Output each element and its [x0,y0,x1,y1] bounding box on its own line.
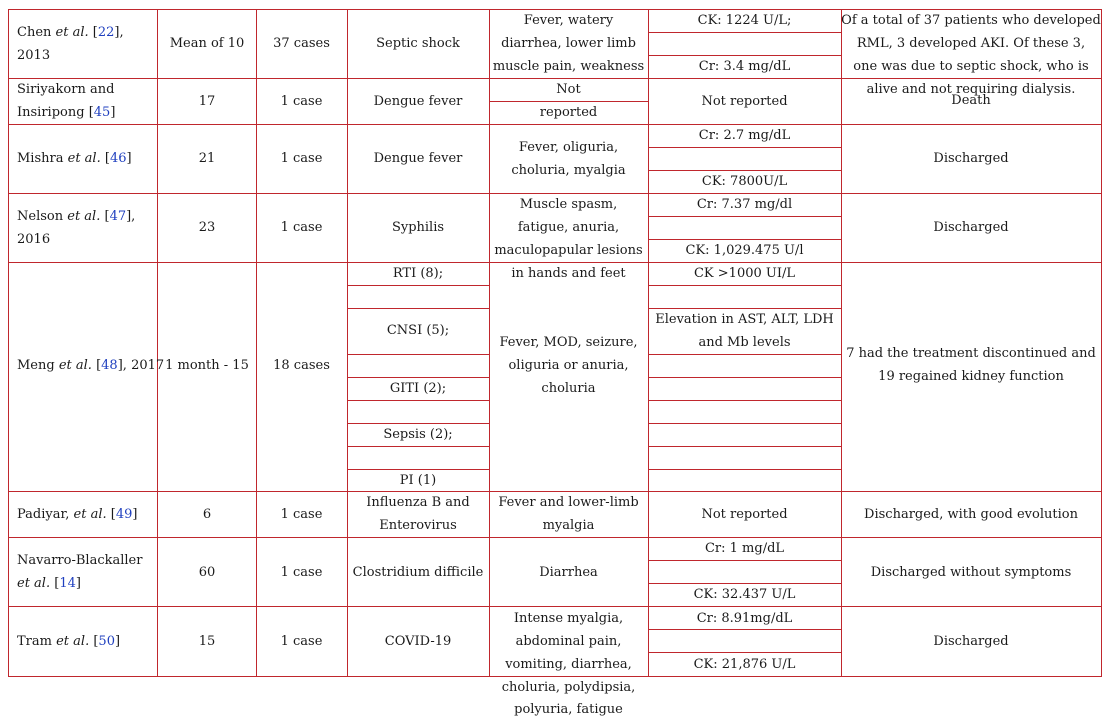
symptoms-line: choluria [541,381,596,396]
etiology-line: PI (1) [399,473,437,488]
study-author: Siriyakorn and [17,82,115,97]
study-author: Meng [17,358,55,373]
study-author: Padiyar, [17,507,70,522]
cell-subdivider [347,308,489,309]
study-author: Mishra [17,151,64,166]
citation-link[interactable]: 50 [98,634,115,649]
outcome-line: RML, 3 developed AKI. Of these 3, [856,36,1086,51]
ref-open: [ [110,507,116,522]
table-row [17,21,124,44]
cell-subdivider [648,423,841,424]
cases-cell: 1 case [280,634,323,649]
row-divider [8,537,1102,538]
etiology-line: CNSI (5); [386,323,450,338]
citation-link[interactable]: 45 [93,105,111,120]
cases-cell: 1 case [280,565,323,580]
cases-cell: 1 case [280,151,323,166]
age-cell: 6 [202,507,212,522]
ref-open: [ [104,209,110,224]
labs-line: CK: 1,029.475 U/l [685,243,804,258]
age-cell: 60 [198,565,216,580]
table-row [17,630,120,653]
symptoms-line: muscle pain, weakness [492,59,645,74]
study-author: Chen [17,25,52,40]
table-row [17,147,132,170]
outcome-cell: Discharged, with good evolution [864,507,1078,522]
ref-close: ] [132,507,138,522]
cell-subdivider [347,285,489,286]
ref-close: ], [117,358,127,373]
table-border-right [1101,9,1102,676]
outcome-cell: Discharged [933,634,1009,649]
citation-link[interactable]: 48 [101,358,118,373]
ref-close: ] [114,634,121,649]
symptoms-line: in hands and feet [511,266,626,281]
ref-close: ] [110,105,116,120]
ref-open: [ [92,25,98,40]
outcome-line: alive and not requiring dialysis. [866,82,1076,97]
symptoms-line: Muscle spasm, [519,197,618,212]
cases-cell: 1 case [280,94,323,109]
labs-line: CK: 32.437 U/L [693,587,796,602]
cell-subdivider [648,285,841,286]
symptoms-line: oliguria or anuria, [508,358,629,373]
cell-subdivider [648,446,841,447]
outcome-line: Of a total of 37 patients who developed [841,13,1101,28]
symptoms-line: fatigue, anuria, [517,220,620,235]
citation-link[interactable]: 49 [115,507,133,522]
symptoms-line: abdominal pain, [515,634,622,649]
study-etal: et al. [17,576,51,591]
ref-close: ], [126,209,136,224]
ref-close: ] [75,576,81,591]
etiology-line: Influenza B and [366,495,470,510]
ref-open: [ [104,151,110,166]
study-year: 2017 [131,358,165,373]
labs-line: CK: 7800U/L [701,174,788,189]
study-etal: et al. [58,358,92,373]
age-cell: 17 [198,94,216,109]
study-author: Navarro-Blackaller [17,553,143,568]
symptoms-line: reported [539,105,598,120]
cases-cell: 18 cases [273,358,330,373]
labs-line: Cr: 1 mg/dL [704,541,785,556]
symptoms-line: vomiting, diarrhea, [505,657,632,672]
outcome-line: one was due to septic shock, who is [853,59,1089,74]
labs-line: Cr: 8.91mg/dL [696,611,793,626]
table-row [17,101,115,124]
ref-open: [ [96,358,102,373]
cell-subdivider [648,377,841,378]
outcome-cell: Discharged [933,220,1009,235]
etiology-cell: COVID-19 [384,634,452,649]
table-row [17,503,137,526]
labs-line: Cr: 7.37 mg/dl [696,197,793,212]
table-row [17,354,164,377]
labs-cell: Not reported [701,507,788,522]
etiology-cell: Dengue fever [373,94,463,109]
etiology-cell: Septic shock [376,36,460,51]
symptoms-line: Not [556,82,581,97]
study-author: Insiripong [17,105,85,120]
labs-line: and Mb levels [698,335,791,350]
labs-line: Elevation in AST, ALT, LDH [655,312,834,327]
symptoms-line: Fever, MOD, seizure, [499,335,638,350]
symptoms-line: Fever, watery [523,13,614,28]
cell-subdivider [347,400,489,401]
labs-cell: Not reported [701,94,788,109]
outcome-line: 19 regained kidney function [878,369,1064,384]
cell-subdivider [648,354,841,355]
age-cell: 15 [198,634,216,649]
cell-subdivider [648,216,841,217]
study-author: Nelson [17,209,64,224]
cases-cell: 1 case [280,507,323,522]
citation-link[interactable]: 46 [109,151,127,166]
citation-link[interactable]: 14 [59,576,76,591]
outcome-cell: Death [951,93,991,108]
cases-cell: 37 cases [273,36,330,51]
cell-subdivider [648,32,841,33]
cell-subdivider [648,400,841,401]
symptoms-line: choluria, polydipsia, [501,680,636,695]
labs-line: CK >1000 UI/L [693,266,795,281]
etiology-cell: Clostridium difficile [352,565,484,580]
labs-line: Cr: 2.7 mg/dL [698,128,791,143]
symptoms-line: polyuria, fatigue [514,702,623,717]
ref-close: ] [126,151,132,166]
study-etal: et al. [67,151,101,166]
ref-close: ] [114,25,120,40]
symptoms-line: Fever, oliguria, [518,140,619,155]
study-year: 2013 [17,48,51,63]
outcome-cell: Discharged [933,151,1009,166]
ref-open: [ [88,105,94,120]
age-cell: 23 [198,220,216,235]
symptoms-line: myalgia [542,518,595,533]
outcome-cell: Discharged without symptoms [870,565,1072,580]
study-etal: et al. [67,209,101,224]
cell-subdivider [648,147,841,148]
cell-subdivider [648,469,841,470]
symptoms-cell: Diarrhea [539,565,598,580]
cell-subdivider [347,354,489,355]
study-punct: , [119,25,124,40]
cases-cell: 1 case [280,220,323,235]
etiology-cell: Dengue fever [373,151,463,166]
outcome-line: 7 had the treatment discontinued and [846,346,1096,361]
study-author: Tram [17,634,52,649]
study-etal: et al. [56,634,90,649]
symptoms-line: Intense myalgia, [513,611,624,626]
symptoms-line: choluria, myalgia [511,163,626,178]
ref-open: [ [93,634,99,649]
ref-open: [ [54,576,60,591]
etiology-line: Sepsis (2); [383,427,453,442]
symptoms-line: Fever and lower-limb [498,495,639,510]
table-row [17,205,135,228]
etiology-line: RTI (8); [392,266,444,281]
table-border-left [8,9,9,676]
cell-subdivider [648,560,841,561]
study-etal: et al. [55,25,89,40]
etiology-cell: Syphilis [391,220,445,235]
symptoms-line: diarrhea, lower limb [501,36,636,51]
citation-link[interactable]: 22 [97,25,115,40]
labs-line: CK: 1224 U/L; [697,13,792,28]
age-cell: 1 month - 15 [165,358,249,373]
age-cell: Mean of 10 [169,36,245,51]
etiology-line: Enterovirus [379,518,457,533]
row-divider [8,124,1102,125]
study-etal: et al. [73,507,107,522]
cell-subdivider [347,446,489,447]
table-row [17,572,81,595]
symptoms-line: maculopapular lesions [494,243,643,258]
labs-line: CK: 21,876 U/L [693,657,796,672]
labs-line: Cr: 3.4 mg/dL [698,59,791,74]
study-year: 2016 [17,232,51,247]
etiology-line: GITI (2); [389,381,447,396]
age-cell: 21 [198,151,216,166]
citation-link[interactable]: 47 [109,209,127,224]
